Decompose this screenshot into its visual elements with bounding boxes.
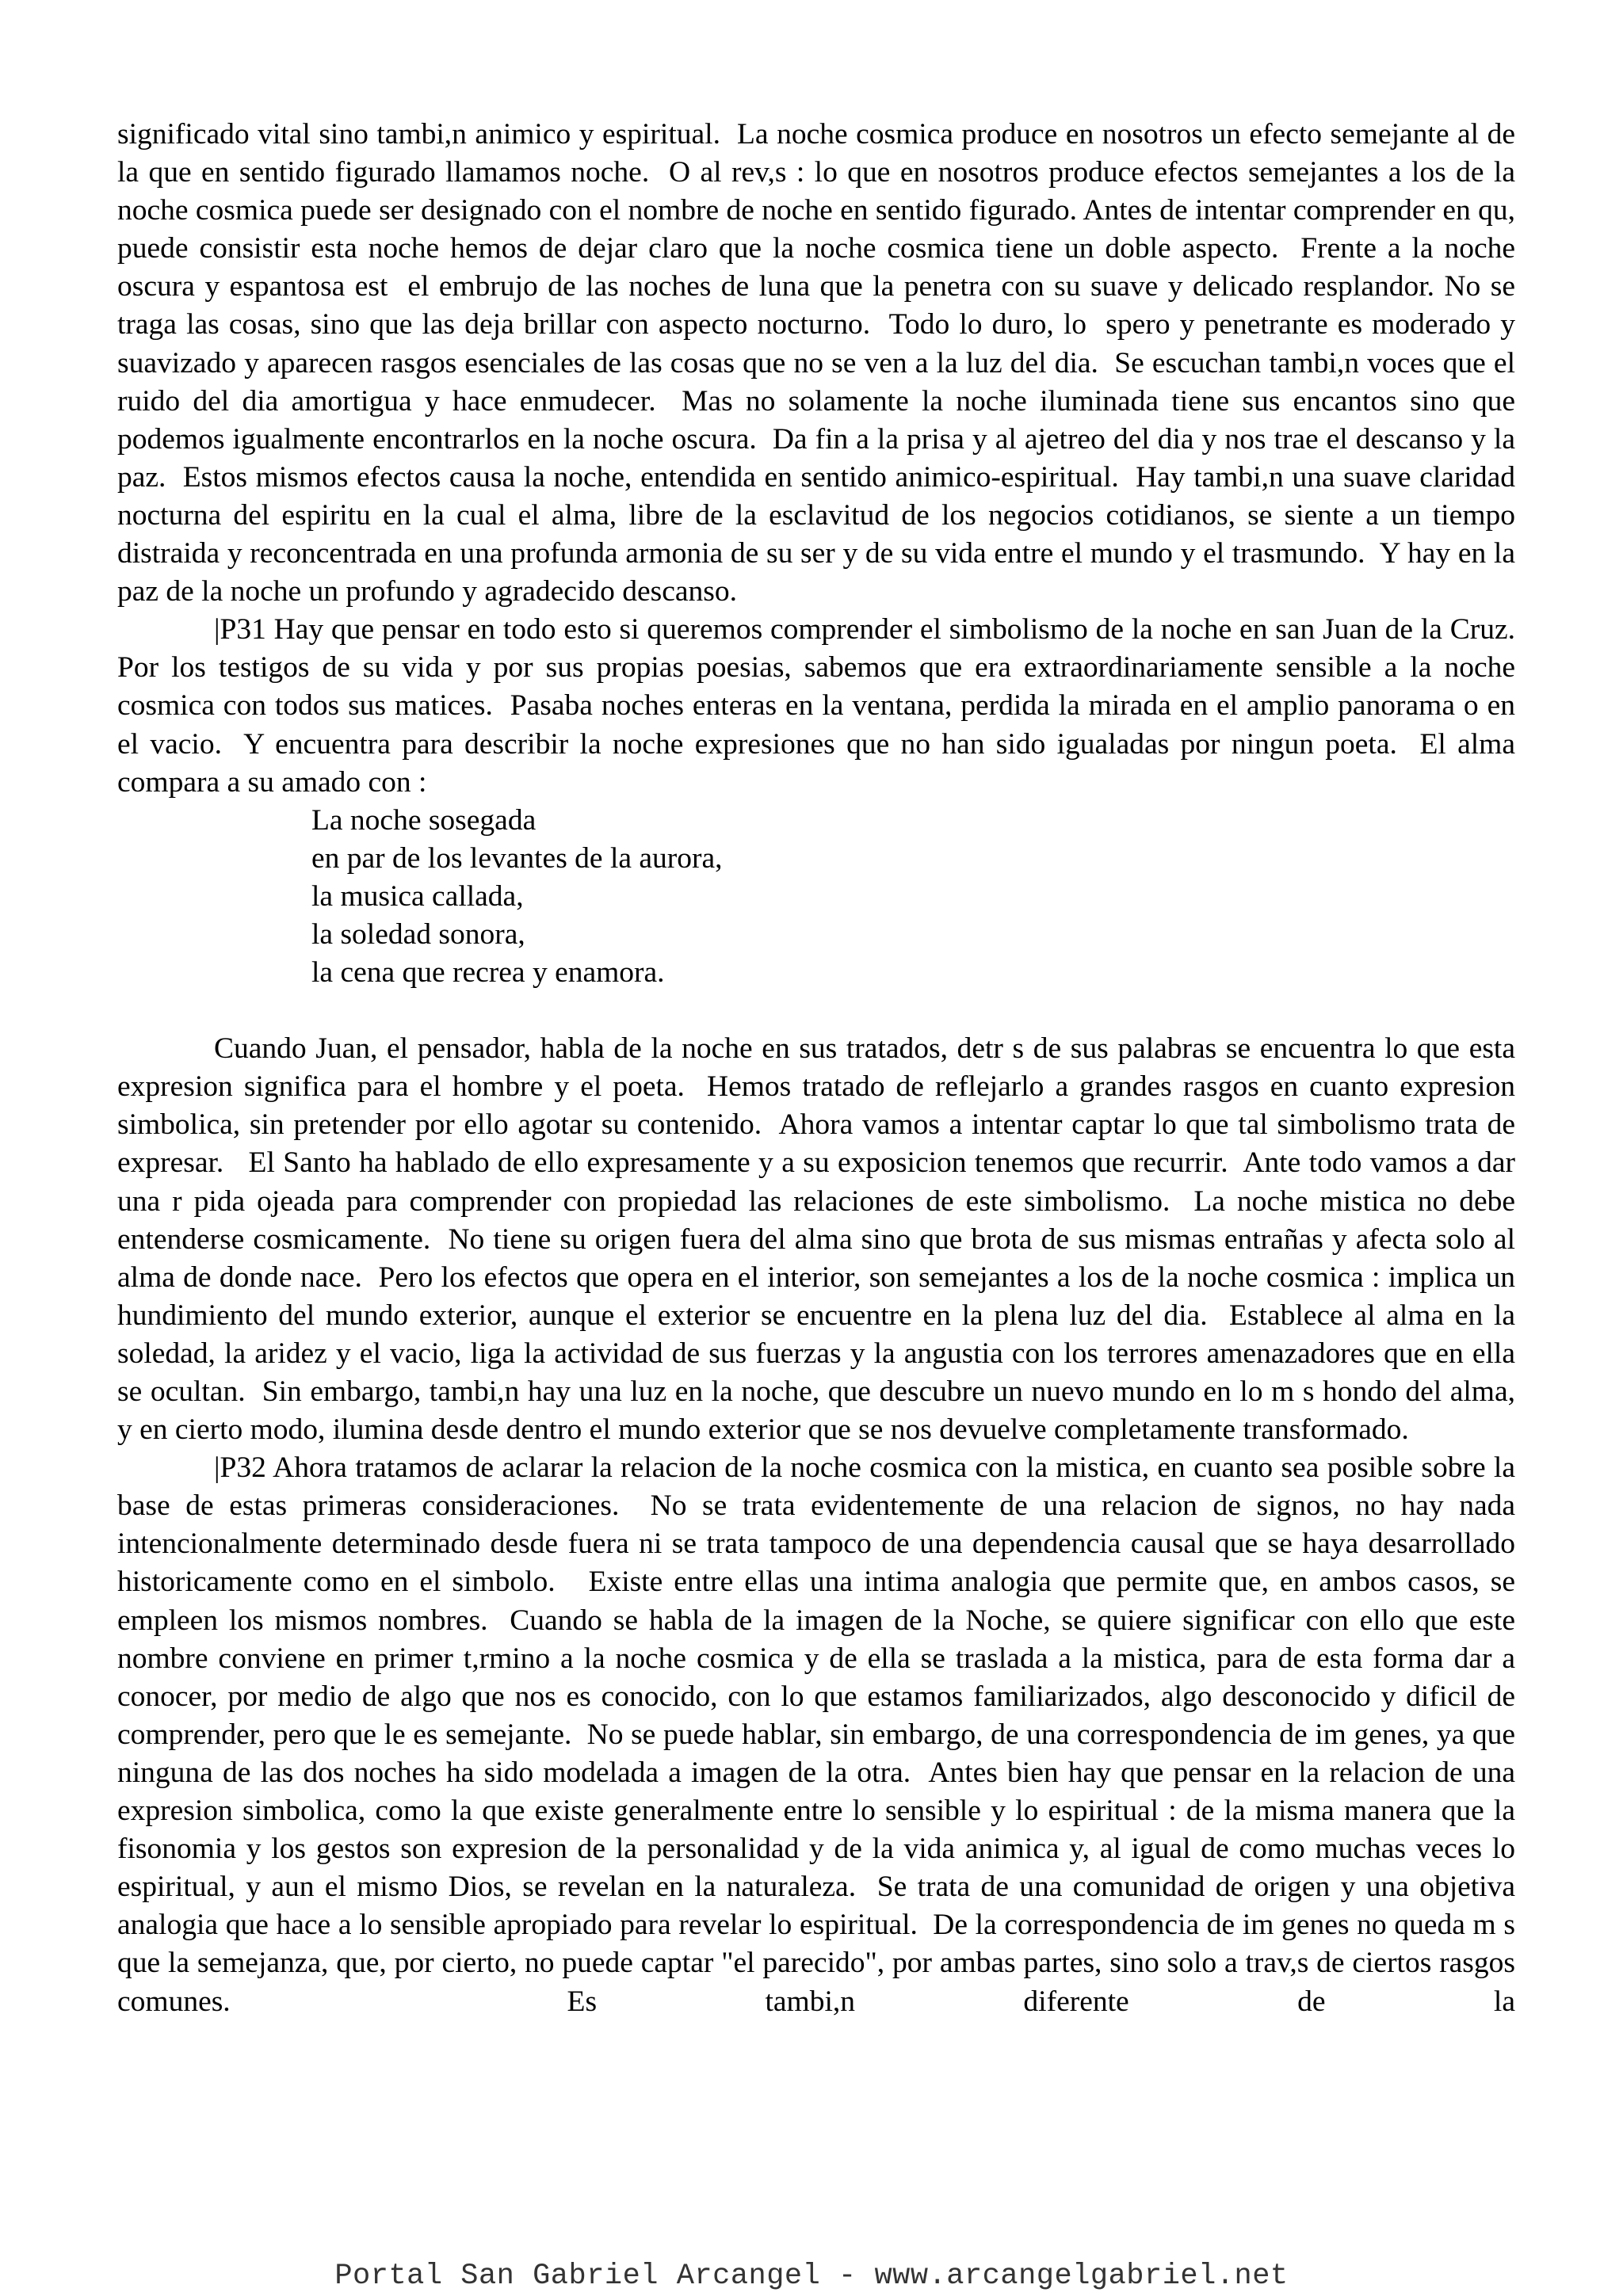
poem	[311, 802, 1515, 992]
poem-line: en par de los levantes de la aurora,	[311, 841, 723, 875]
paragraph: Cuando Juan, el pensador, habla de la noche en sus tratados, detr s de sus palabras se encuentra lo que esta expresion significa para el hombre y el poeta. Hemos tratado de reflejarlo a grandes rasgos en cuanto expresion simbolica, sin pretender por ello agotar su contenido. Ahora vamos a intentar captar lo que tal simbolismo trata de expresar. El Santo ha hablado de ello expresamente y a su exposicion tenemos que recurrir. Ante todo vamos a dar una r pida ojeada para comprender con propiedad las relaciones de este simbolismo. La noche mistica no debe entenderse cosmicamente. No tiene su origen fuera del alma sino que brota de sus mismas entrañas y afecta solo al alma de donde nace. Pero los efectos que opera en el interior, son semejantes a los de la noche cosmica : implica un hundimiento del mundo exterior, aunque el exterior se encuentre en la plena luz del dia. Establece al alma en la soledad, la aridez y el vacio, liga la actividad de sus fuerzas y la angustia con los terrores amenazadores que en ella se ocultan. Sin embargo, tambi,n hay una luz en la noche, que descubre un nuevo mundo en lo m s hondo del alma, y en cierto modo, ilumina desde dentro el mundo exterior que se nos devuelve completamente transformado.	[117, 1032, 1523, 1447]
poem-line: la soledad sonora,	[311, 917, 525, 951]
poem-line: la cena que recrea y enamora.	[311, 956, 665, 990]
paragraph: |P32 Ahora tratamos de aclarar la relacion de la noche cosmica con la mistica, en cuanto sea posible sobre la base de estas primeras consideraciones. No se trata evidentemente de una relacion de signos, no hay nada intencionalmente determinado desde fuera ni se trata tampoco de una dependencia causal que se haya desarrollado historicamente como en el simbolo. Existe entre ellas una intima analogia que permite que, en ambos casos, se empleen los mismos nombres. Cuando se habla de la imagen de la Noche, se quiere significar con ello que este nombre conviene en primer t,rmino a la noche cosmica y de ella se traslada a la mistica, para de esta forma dar a conocer, por medio de algo que nos es conocido, con lo que estamos familiarizados, algo desconocido y dificil de comprender, pero que le es semejante. No se puede hablar, sin embargo, de una correspondencia de im genes, ya que ninguna de las dos noches ha sido modelada a imagen de la otra. Antes bien hay que pensar en la relacion de una expresion simbolica, como la que existe generalmente entre lo sensible y lo espiritual : de la misma manera que la fisonomia y los gestos son expresion de la personalidad y de la vida animica y, al igual de como muchas veces lo espiritual, y aun el mismo Dios, se revelan en la naturaleza. Se trata de una comunidad de origen y una objetiva analogia que hace a lo sensible apropiado para revelar lo espiritual. De la correspondencia de im genes no queda m s que la semejanza, que, por cierto, no puede captar "el parecido", por ambas partes, sino solo a trav,s de ciertos rasgos comunes. Es tambi,n diferente de la	[117, 1451, 1523, 2018]
poem-line: La noche sosegada	[311, 803, 537, 837]
page-footer: Portal San Gabriel Arcangel - www.arcangelgabriel.net	[334, 2260, 1289, 2293]
poem-line: la musica callada,	[311, 879, 524, 913]
page-body	[117, 116, 1530, 2021]
paragraph: |P31 Hay que pensar en todo esto si queremos comprender el simbolismo de la noche en san Juan de la Cruz. Por los testigos de su vida y por sus propias poesias, sabemos que era extraordinariamente sensible a la noche cosmica con todos sus matices. Pasaba noches enteras en la ventana, perdida la mirada en el amplio panorama o en el vacio. Y encuentra para describir la noche expresiones que no han sido igualadas por ningun poeta. El alma compara a su amado con :	[117, 613, 1530, 799]
paragraph: significado vital sino tambi,n animico y espiritual. La noche cosmica produce en nosotros un efecto semejante al de la que en sentido figurado llamamos noche. O al rev,s : lo que en nosotros produce efectos semejantes a los de la noche cosmica puede ser designado con el nombre de noche en sentido figurado. Antes de intentar comprender en qu, puede consistir esta noche hemos de dejar claro que la noche cosmica tiene un doble aspecto. Frente a la noche oscura y espantosa est el embrujo de las noches de luna que la penetra con su suave y delicado resplandor. No se traga las cosas, sino que las deja brillar con aspecto nocturno. Todo lo duro, lo spero y penetrante es moderado y suavizado y aparecen rasgos esenciales de las cosas que no se ven a la luz del dia. Se escuchan tambi,n voces que el ruido del dia amortigua y hace enmudecer. Mas no solamente la noche iluminada tiene sus encantos sino que podemos igualmente encontrarlos en la noche oscura. Da fin a la prisa y al ajetreo del dia y nos trae el descanso y la paz. Estos mismos efectos causa la noche, entendida en sentido animico-espiritual. Hay tambi,n una suave claridad nocturna del espiritu en la cual el alma, libre de la esclavitud de los negocios cotidianos, se siente a un tiempo distraida y reconcentrada en una profunda armonia de su ser y de su vida entre el mundo y el trasmundo. Y hay en la paz de la noche un profundo y agradecido descanso.	[117, 118, 1523, 608]
